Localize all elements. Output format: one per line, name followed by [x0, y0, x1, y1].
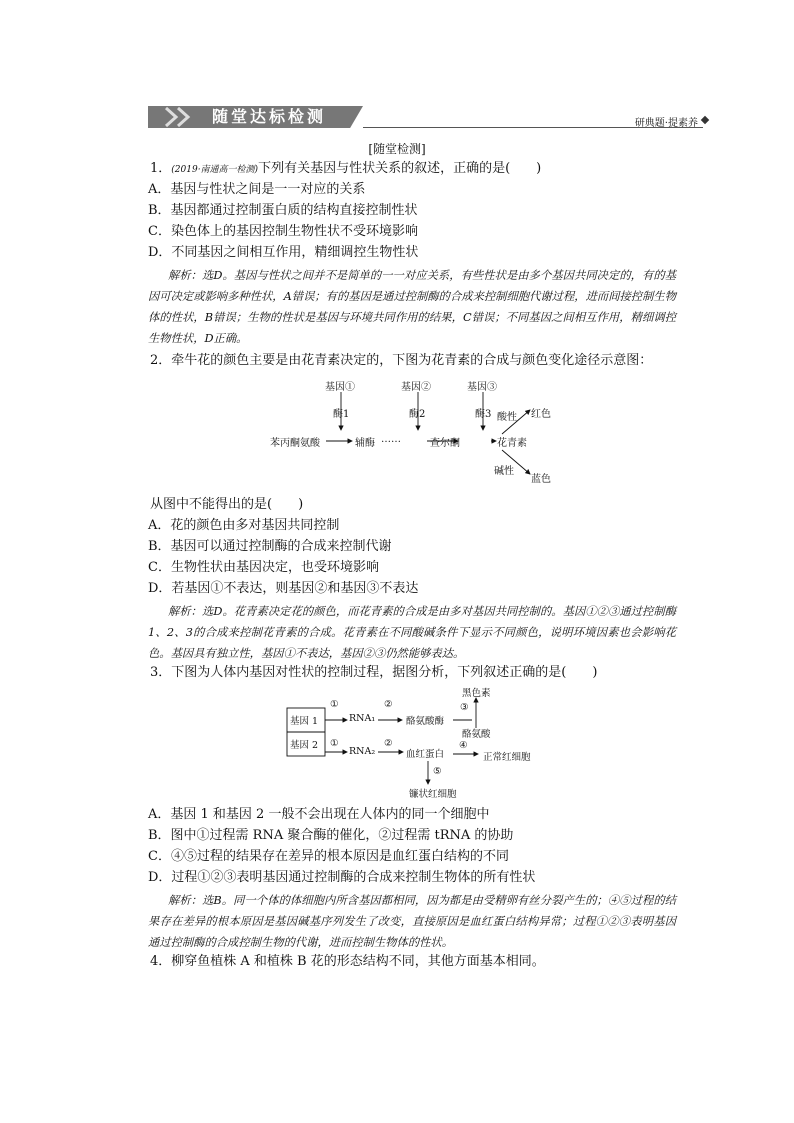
q3-gene-1: 基因 1 [290, 716, 319, 727]
q2-gene-2: 基因② [401, 382, 431, 393]
q3-gene-2: 基因 2 [290, 740, 319, 751]
question-2-option-c: C．生物性状由基因决定，也受环境影响 [148, 560, 379, 575]
question-3-option-b: B．图中①过程需 RNA 聚合酶的催化，②过程需 tRNA 的协助 [148, 828, 514, 843]
question-3-option-a: A．基因 1 和基因 2 一般不会出现在人体内的同一个细胞中 [148, 807, 490, 822]
q3-step-2-top: ② [384, 699, 393, 710]
question-2-option-b: B．基因可以通过控制酶的合成来控制代谢 [148, 539, 392, 554]
question-2-explanation: 解析：选D。花青素决定花的颜色，而花青素的合成是由多对基因共同控制的。基因①②③通过控制酶1、2、3的合成来控制花青素的合成。花青素在不同酸碱条件下显示不同颜色，说明环境因素也会影响花色。基因具有独立性，基因①不表达，基因②③仍然能够表达。 [148, 605, 676, 660]
question-3-explanation: 解析：选B。同一个体的体细胞内所含基因都相同，因为都是由受精卵有丝分裂产生的；④⑤过程的结果存在差异的根本原因是基因碱基序列发生了改变，直接原因是血红蛋白结构异常；过程①②③表明基因通过控制酶的合成控制生物的代谢，进而控制生物体的性状。 [148, 894, 676, 949]
question-1-stem: 1．(2019·南通高一检测)下列有关基因与性状关系的叙述，正确的是( ) [150, 161, 542, 176]
q3-hemoglobin: 血红蛋白 [406, 749, 445, 760]
q3-step-3: ③ [460, 702, 469, 713]
q3-melanin: 黑色素 [462, 688, 491, 699]
q2-acidic-label: 酸性 [497, 412, 517, 423]
banner-title: 随堂达标检测 [212, 107, 327, 126]
section-heading: [随堂检测] [368, 142, 426, 156]
question-3-option-c: C．④⑤过程的结果存在差异的根本原因是血红蛋白结构的不同 [148, 849, 509, 864]
q2-substrate-3: 查尔酮 [430, 438, 460, 449]
q2-substrate-2: 辅酶 [355, 438, 375, 449]
q2-substrate-1: 苯丙酮氨酸 [270, 438, 320, 449]
q2-red-label: 红色 [531, 409, 551, 420]
q2-gene-1: 基因① [325, 382, 355, 393]
question-4-stem: 4．柳穿鱼植株 A 和植株 B 花的形态结构不同，其他方面基本相同。 [150, 954, 545, 969]
question-3-stem: 3．下图为人体内基因对性状的控制过程，据图分析，下列叙述正确的是( ) [150, 665, 598, 680]
question-1-source: (2019·南通高一检测) [171, 165, 259, 175]
q2-ellipsis: …… [381, 434, 401, 445]
q2-blue-label: 蓝色 [531, 474, 551, 485]
question-2-option-a: A．花的颜色由多对基因共同控制 [148, 518, 340, 533]
question-1-option-c: C．染色体上的基因控制生物性状不受环境影响 [148, 224, 418, 239]
q2-anthocyanin: 花青素 [497, 438, 527, 449]
q3-step-1-top: ① [330, 699, 339, 710]
banner-subtitle: 研典题·提素养 [634, 118, 698, 129]
question-2-option-d: D．若基因①不表达，则基因②和基因③不表达 [148, 581, 419, 596]
question-2-ask: 从图中不能得出的是( ) [150, 497, 304, 512]
q3-normal-rbc: 正常红细胞 [483, 752, 531, 763]
q2-gene-3: 基因③ [467, 382, 497, 393]
question-2-stem: 2．牵牛花的颜色主要是由花青素决定的，下图为花青素的合成与颜色变化途径示意图： [150, 353, 653, 368]
question-1-option-b: B．基因都通过控制蛋白质的结构直接控制性状 [148, 203, 418, 218]
q3-tyrosinase: 酪氨酸酶 [406, 716, 445, 727]
q2-enzyme-2: 酶2 [409, 409, 426, 420]
q2-enzyme-3: 酶3 [475, 409, 492, 420]
question-1-explanation: 解析：选D。基因与性状之间并不是简单的一一对应关系，有些性状是由多个基因共同决定的，有的基因可决定或影响多种性状，A错误；有的基因是通过控制酶的合成来控制细胞代谢过程，进而间接控制生物体的性状，B错误；生物的性状是基因与环境共同作用的结果，C错误；不同基因之间相互作用，精细调控生物性状，D正确。 [148, 269, 676, 345]
q3-sickle-rbc: 镰状红细胞 [409, 789, 457, 800]
q3-step-2-bottom: ② [384, 738, 393, 749]
q2-basic-label: 碱性 [494, 466, 514, 477]
q3-rna-1: RNA₁ [349, 713, 376, 724]
q3-tyrosine: 酪氨酸 [462, 729, 491, 740]
question-3-option-d: D．过程①②③表明基因通过控制酶的合成来控制生物体的所有性状 [148, 870, 536, 885]
q2-enzyme-1: 酶1 [333, 409, 350, 420]
question-1-option-a: A．基因与性状之间是一一对应的关系 [148, 182, 366, 197]
q3-step-4: ④ [459, 740, 468, 751]
q3-step-1-bottom: ① [330, 738, 339, 749]
q3-step-5: ⑤ [433, 766, 442, 777]
question-1-option-d: D．不同基因之间相互作用，精细调控生物性状 [148, 245, 419, 260]
q3-rna-2: RNA₂ [349, 746, 376, 757]
